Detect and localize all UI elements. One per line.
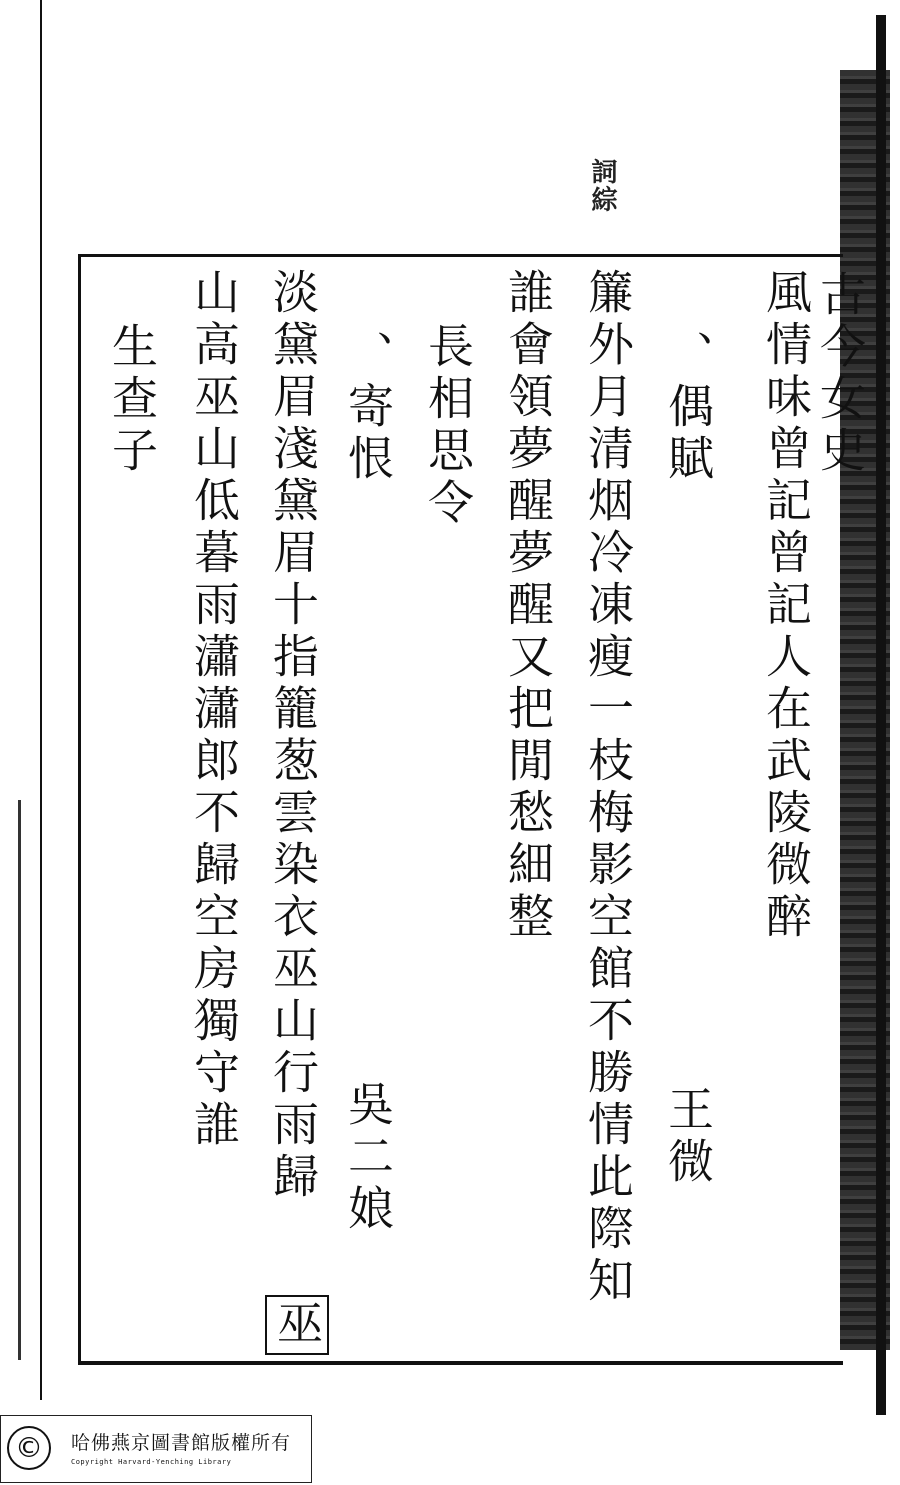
stamp-chinese: 哈佛燕京圖書館版權所有 — [71, 1432, 292, 1454]
left-edge-line — [40, 0, 42, 1400]
column-poem2-line2: 誰會領夢醒夢醒又把閒愁細整 — [501, 268, 555, 944]
stamp-english: Copyright Harvard-Yenching Library — [71, 1458, 232, 1466]
column-poem3-line1: 淡黛眉淺黛眉十指籠葱雲染衣巫山行雨歸 — [266, 268, 320, 1204]
bottom-char: 巫 — [265, 1295, 329, 1355]
column-tune-title2: 生查子 — [105, 322, 159, 478]
copyright-icon: © — [7, 1426, 51, 1470]
author-wu-erniang: 吳二娘 — [341, 1080, 395, 1236]
column-poem-title: 、偶賦 — [661, 330, 715, 486]
column-title: 古今女史 — [813, 270, 867, 478]
column-poem1-line2: 風情味曾記曾記人在武陵微醉 — [759, 268, 813, 944]
column-tune-title: 長相思令 — [421, 322, 475, 530]
binding-line — [18, 800, 21, 1360]
author-wang-wei: 王微 — [661, 1085, 715, 1189]
column-poem2-line1: 簾外月清烟冷凍瘦一枝梅影空館不勝情此際知 — [581, 268, 635, 1308]
column-poem3-line2: 山高巫山低暮雨瀟瀟郎不歸空房獨守誰 — [187, 268, 241, 1152]
column-poem3-title: 、寄恨 — [341, 330, 395, 486]
right-edge-line — [876, 15, 886, 1415]
copyright-stamp — [0, 1415, 312, 1483]
center-title: 詞綜 — [587, 158, 617, 214]
